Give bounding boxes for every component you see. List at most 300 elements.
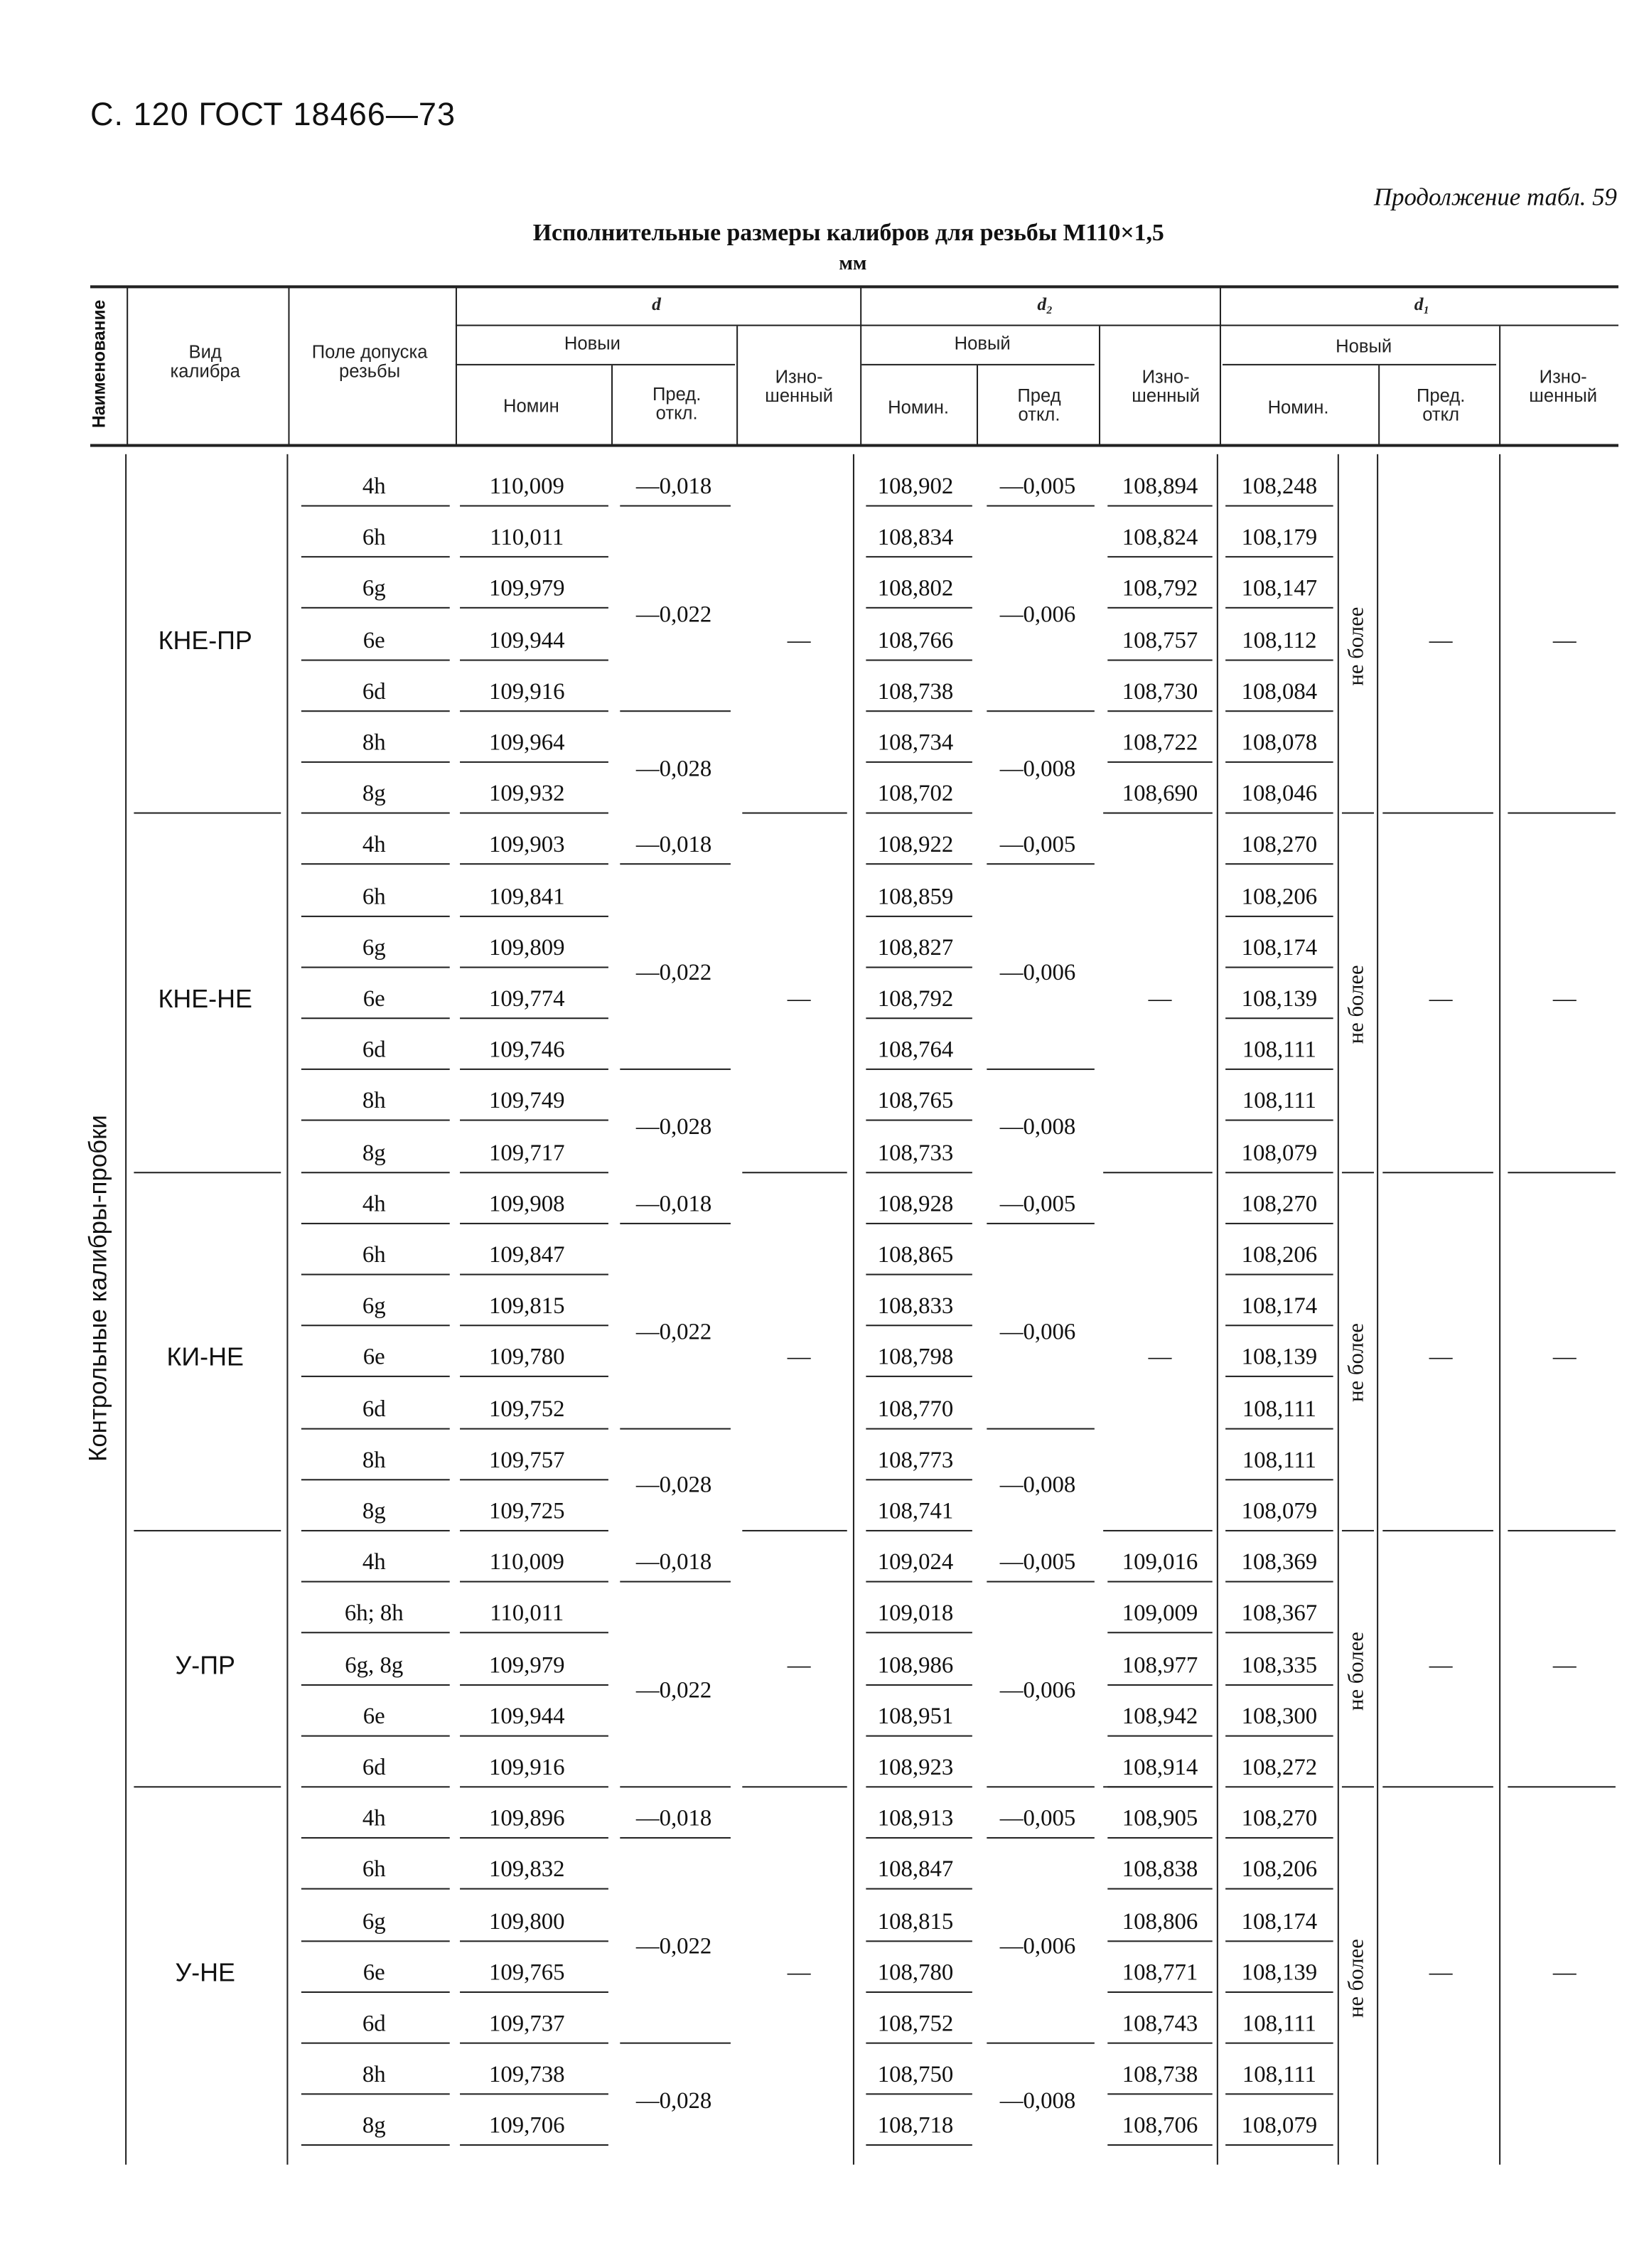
row-rule-field xyxy=(301,1786,450,1787)
row-rule-d1 xyxy=(1225,915,1333,916)
d1-nominal: 108,206 xyxy=(1241,1858,1318,1883)
d2-nominal: 108,764 xyxy=(877,1038,954,1064)
gauge-kind-label: У-НЕ xyxy=(175,1957,235,1987)
deviation-rule-d2 xyxy=(987,1222,1095,1224)
row-rule-d1 xyxy=(1225,2145,1333,2146)
d1-nominal: 108,111 xyxy=(1242,1396,1316,1422)
row-rule-d2w xyxy=(1107,1888,1212,1890)
row-rule-d2 xyxy=(866,864,972,865)
header-new-d: Новыи xyxy=(564,333,621,354)
d2-deviation: —0,008 xyxy=(999,756,1076,781)
d-nominal: 109,738 xyxy=(489,2063,565,2088)
d-worn: — xyxy=(787,628,811,653)
tolerance-field: 8h xyxy=(362,1089,386,1115)
d2-nominal: 108,834 xyxy=(877,525,954,551)
not-more-label: не более xyxy=(1345,1938,1369,2018)
d1-nominal: 108,046 xyxy=(1241,781,1318,807)
row-rule-d1 xyxy=(1225,659,1333,660)
group-rule-d1-worn xyxy=(1508,1172,1616,1173)
row-rule-d1 xyxy=(1225,2094,1333,2095)
header-dev-d2: Пред откл. xyxy=(1017,385,1061,425)
d1-nominal: 108,335 xyxy=(1241,1653,1318,1678)
deviation-rule-d xyxy=(620,1837,731,1839)
d-nominal: 109,752 xyxy=(489,1396,565,1422)
row-rule-d2 xyxy=(866,1632,972,1634)
row-rule-d xyxy=(460,1632,608,1634)
row-rule-field xyxy=(301,1735,450,1736)
d2-nominal: 108,766 xyxy=(877,628,954,653)
deviation-rule-d2 xyxy=(987,710,1095,712)
row-rule-field xyxy=(301,1428,450,1429)
d1-nominal: 108,206 xyxy=(1241,884,1318,909)
group-rule-worn-d xyxy=(742,1172,847,1173)
row-rule-field xyxy=(301,813,450,814)
d2-deviation: —0,006 xyxy=(999,602,1076,628)
row-rule-d2 xyxy=(866,966,972,968)
d2-nominal: 108,765 xyxy=(877,1089,954,1115)
deviation-rule-d2 xyxy=(987,1069,1095,1070)
not-more-label: не более xyxy=(1345,1323,1369,1403)
row-rule-field xyxy=(301,608,450,609)
d-deviation: —0,028 xyxy=(635,1115,712,1140)
d1-nominal: 108,270 xyxy=(1241,1807,1318,1832)
row-rule-d2 xyxy=(866,761,972,763)
d-nominal: 109,908 xyxy=(489,1192,565,1217)
d2-nominal: 108,738 xyxy=(877,679,954,705)
row-rule-d xyxy=(460,1530,608,1531)
row-rule-d2w xyxy=(1107,1837,1212,1839)
d1-nominal: 108,079 xyxy=(1241,2114,1318,2139)
d-nominal: 109,916 xyxy=(489,679,565,705)
row-rule-d1 xyxy=(1225,1222,1333,1224)
row-rule-field xyxy=(301,1581,450,1583)
row-rule-field xyxy=(301,1888,450,1890)
group-rule-kind xyxy=(134,1530,281,1531)
d2-deviation: —0,008 xyxy=(999,1115,1076,1140)
d2-deviation: —0,005 xyxy=(999,1550,1076,1576)
row-rule-d2 xyxy=(866,505,972,506)
row-rule-d xyxy=(460,557,608,558)
d1-nominal: 108,112 xyxy=(1242,628,1317,653)
d-nominal: 109,757 xyxy=(489,1448,565,1473)
deviation-rule-d xyxy=(620,505,731,506)
row-rule-d2 xyxy=(866,1735,972,1736)
group-rule-d1-dev xyxy=(1382,1787,1493,1788)
row-rule-field xyxy=(301,505,450,506)
d1-nominal: 108,079 xyxy=(1241,1499,1318,1524)
row-rule-d2 xyxy=(866,813,972,814)
row-rule-d1 xyxy=(1225,557,1333,558)
d-worn: — xyxy=(787,1653,811,1678)
row-rule-field xyxy=(301,710,450,712)
d-nominal: 109,717 xyxy=(489,1140,565,1166)
row-rule-d2 xyxy=(866,1069,972,1070)
row-rule-d xyxy=(460,1222,608,1224)
row-rule-d2 xyxy=(866,710,972,712)
d1-worn: — xyxy=(1552,1653,1577,1678)
d-nominal: 109,847 xyxy=(489,1243,565,1268)
row-rule-field xyxy=(301,864,450,865)
row-rule-d1 xyxy=(1225,1991,1333,1993)
d1-nominal: 108,300 xyxy=(1241,1704,1318,1730)
row-rule-field xyxy=(301,1017,450,1019)
row-rule-d2 xyxy=(866,1479,972,1480)
d1-nominal: 108,270 xyxy=(1241,1192,1318,1217)
d1-nominal: 108,079 xyxy=(1241,1140,1318,1166)
row-rule-d xyxy=(460,1940,608,1941)
d-worn: — xyxy=(787,1960,811,1986)
d1-deviation: — xyxy=(1429,1345,1453,1371)
page-header: С. 120 ГОСТ 18466—73 xyxy=(90,96,456,133)
d-nominal: 109,749 xyxy=(489,1089,565,1115)
d2-worn: 108,838 xyxy=(1122,1858,1198,1883)
d2-nominal: 108,859 xyxy=(877,884,954,909)
d1-nominal: 108,272 xyxy=(1241,1755,1318,1781)
d-deviation: —0,018 xyxy=(635,474,712,500)
d-nominal: 109,832 xyxy=(489,1858,565,1883)
d1-nominal: 108,174 xyxy=(1241,1909,1318,1935)
d2-deviation: —0,006 xyxy=(999,1679,1076,1703)
d-nominal: 110,011 xyxy=(490,525,564,551)
header-nom-d: Номин xyxy=(503,395,559,417)
d2-nominal: 108,798 xyxy=(877,1345,954,1371)
tolerance-field: 6e xyxy=(362,1704,385,1730)
header-kind: Вид калибра xyxy=(170,342,240,382)
row-rule-field xyxy=(301,659,450,660)
d2-worn: 109,016 xyxy=(1122,1550,1198,1576)
d1-nominal: 108,147 xyxy=(1241,577,1318,602)
row-rule-d2 xyxy=(866,2145,972,2146)
d2-nominal: 108,951 xyxy=(877,1704,954,1730)
side-label: Контрольные калибры-пробки xyxy=(84,1115,112,1462)
d1-nominal: 108,206 xyxy=(1241,1243,1318,1268)
row-rule-d xyxy=(460,1581,608,1583)
row-rule-d2 xyxy=(866,557,972,558)
row-rule-d2 xyxy=(866,1120,972,1121)
d2-deviation: —0,005 xyxy=(999,1192,1076,1217)
row-rule-d1 xyxy=(1225,1530,1333,1531)
d2-worn: — xyxy=(1148,1345,1172,1371)
d-nominal: 109,780 xyxy=(489,1345,565,1371)
table-continuation: Продолжение табл. 59 xyxy=(1373,183,1617,211)
header-d1: d₁ xyxy=(1414,294,1430,315)
tolerance-field: 6d xyxy=(362,2011,386,2037)
d1-worn: — xyxy=(1552,1345,1577,1371)
deviation-rule-d xyxy=(620,1428,731,1429)
d1-deviation: — xyxy=(1429,628,1453,653)
group-rule-d1-note xyxy=(1342,1530,1374,1531)
tolerance-field: 8g xyxy=(362,2114,386,2139)
row-rule-field xyxy=(301,915,450,916)
tolerance-field: 6h xyxy=(362,1243,386,1268)
tolerance-field: 6e xyxy=(362,987,385,1012)
d2-worn: 108,722 xyxy=(1122,730,1198,756)
d2-deviation: —0,006 xyxy=(999,1320,1076,1345)
group-rule-worn-d xyxy=(742,813,847,814)
d-nominal: 109,800 xyxy=(489,1909,565,1935)
group-rule-worn-d xyxy=(742,1787,847,1788)
d1-nominal: 108,139 xyxy=(1241,987,1318,1012)
tolerance-field: 6g xyxy=(362,936,386,961)
header-worn-d1: Изно- шенный xyxy=(1529,366,1598,407)
tolerance-field: 6h xyxy=(362,1858,386,1883)
row-rule-d1 xyxy=(1225,1274,1333,1275)
group-rule-worn-d2 xyxy=(1103,1530,1213,1531)
row-rule-d xyxy=(460,659,608,660)
group-rule-d1-worn xyxy=(1508,1530,1616,1531)
row-rule-d xyxy=(460,505,608,506)
tolerance-field: 6g xyxy=(362,577,386,602)
tolerance-field: 6e xyxy=(362,628,385,653)
deviation-rule-d xyxy=(620,2043,731,2044)
d-deviation: —0,022 xyxy=(635,1679,712,1703)
row-rule-d2w xyxy=(1107,1735,1212,1736)
header-dev-d1: Пред. откл xyxy=(1416,385,1466,425)
d2-nominal: 109,024 xyxy=(877,1550,954,1576)
deviation-rule-d2 xyxy=(987,1837,1095,1839)
row-rule-d xyxy=(460,1786,608,1787)
tolerance-field: 6d xyxy=(362,1396,386,1422)
d-deviation: —0,018 xyxy=(635,1807,712,1832)
row-rule-d xyxy=(460,1735,608,1736)
d2-nominal: 108,922 xyxy=(877,833,954,858)
row-rule-d xyxy=(460,1991,608,1993)
row-rule-d1 xyxy=(1225,1940,1333,1941)
d-nominal: 109,725 xyxy=(489,1499,565,1524)
row-rule-d xyxy=(460,2145,608,2146)
d-nominal: 109,944 xyxy=(489,1704,565,1730)
tolerance-field: 8h xyxy=(362,2063,386,2088)
group-rule-worn-d2 xyxy=(1103,813,1213,814)
d2-deviation: —0,005 xyxy=(999,833,1076,858)
header-d: d xyxy=(652,294,661,315)
d2-nominal: 108,770 xyxy=(877,1396,954,1422)
row-rule-d xyxy=(460,915,608,916)
group-rule-d1-note xyxy=(1342,1787,1374,1788)
tolerance-field: 8h xyxy=(362,730,386,756)
d2-worn: 108,942 xyxy=(1122,1704,1198,1730)
row-rule-d1 xyxy=(1225,1171,1333,1172)
d2-nominal: 108,733 xyxy=(877,1140,954,1166)
tolerance-field: 6h; 8h xyxy=(344,1602,404,1627)
d-nominal: 109,809 xyxy=(489,936,565,961)
d1-deviation: — xyxy=(1429,987,1453,1012)
row-rule-d1 xyxy=(1225,505,1333,506)
d2-worn: 108,905 xyxy=(1122,1807,1198,1832)
d-nominal: 109,815 xyxy=(489,1294,565,1320)
tolerance-field: 8g xyxy=(362,1140,386,1166)
header-d2: d₂ xyxy=(1037,294,1053,315)
row-rule-field xyxy=(301,1991,450,1993)
d1-nominal: 108,367 xyxy=(1241,1602,1318,1627)
group-rule-worn-d2 xyxy=(1103,1787,1213,1788)
row-rule-d xyxy=(460,864,608,865)
deviation-rule-d xyxy=(620,1069,731,1070)
d-nominal: 110,009 xyxy=(489,1550,564,1576)
tolerance-field: 4h xyxy=(362,1807,386,1832)
d2-nominal: 108,773 xyxy=(877,1448,954,1473)
row-rule-d2w xyxy=(1107,1940,1212,1941)
tolerance-field: 6d xyxy=(362,679,386,705)
row-rule-field xyxy=(301,1632,450,1634)
header-dev-d: Пред. откл. xyxy=(652,384,702,424)
tolerance-field: 4h xyxy=(362,474,386,500)
tolerance-field: 6g xyxy=(362,1294,386,1320)
row-rule-d2w xyxy=(1107,2145,1212,2146)
row-rule-d1 xyxy=(1225,1888,1333,1890)
group-rule-kind xyxy=(134,1172,281,1173)
header-name: Наименование xyxy=(88,299,109,429)
row-rule-field xyxy=(301,1940,450,1941)
d1-nominal: 108,111 xyxy=(1242,2011,1316,2037)
d2-nominal: 108,923 xyxy=(877,1755,954,1781)
deviation-rule-d xyxy=(620,1786,731,1787)
d2-worn: 108,743 xyxy=(1122,2011,1198,2037)
row-rule-d2w xyxy=(1107,761,1212,763)
row-rule-field xyxy=(301,1069,450,1070)
group-rule-d1-dev xyxy=(1382,813,1493,814)
d2-worn: 109,009 xyxy=(1122,1602,1198,1627)
d2-worn: 108,914 xyxy=(1122,1755,1198,1781)
tolerance-field: 6d xyxy=(362,1755,386,1781)
d2-deviation: —0,005 xyxy=(999,1807,1076,1832)
row-rule-d1 xyxy=(1225,864,1333,865)
row-rule-d xyxy=(460,1888,608,1890)
d2-worn: 108,690 xyxy=(1122,781,1198,807)
row-rule-d2w xyxy=(1107,1991,1212,1993)
row-rule-d1 xyxy=(1225,1581,1333,1583)
row-rule-d2 xyxy=(866,1017,972,1019)
d1-nominal: 108,179 xyxy=(1241,525,1318,551)
d2-nominal: 108,702 xyxy=(877,781,954,807)
d2-nominal: 108,865 xyxy=(877,1243,954,1268)
row-rule-d xyxy=(460,2094,608,2095)
row-rule-d2 xyxy=(866,608,972,609)
tolerance-field: 8g xyxy=(362,1499,386,1524)
gauge-kind-label: У-ПР xyxy=(175,1650,235,1679)
d1-nominal: 108,369 xyxy=(1241,1550,1318,1576)
row-rule-d2w xyxy=(1107,608,1212,609)
d-nominal: 110,009 xyxy=(489,474,564,500)
row-rule-d1 xyxy=(1225,1325,1333,1327)
d1-worn: — xyxy=(1552,628,1577,653)
d2-nominal: 108,792 xyxy=(877,987,954,1012)
d2-deviation: —0,006 xyxy=(999,961,1076,986)
gauge-kind-label: КНЕ-НЕ xyxy=(158,984,252,1014)
d1-nominal: 108,139 xyxy=(1241,1345,1318,1371)
d2-deviation: —0,008 xyxy=(999,2088,1076,2114)
deviation-rule-d xyxy=(620,1581,731,1583)
row-rule-d xyxy=(460,608,608,609)
d1-deviation: — xyxy=(1429,1960,1453,1986)
d1-nominal: 108,270 xyxy=(1241,833,1318,858)
d2-nominal: 108,750 xyxy=(877,2063,954,2088)
header-worn-d2: Изно- шенный xyxy=(1132,366,1201,407)
d-deviation: —0,018 xyxy=(635,1550,712,1576)
row-rule-d1 xyxy=(1225,1069,1333,1070)
row-rule-field xyxy=(301,1684,450,1685)
row-rule-d2w xyxy=(1107,2094,1212,2095)
row-rule-d2 xyxy=(866,1786,972,1787)
row-rule-d xyxy=(460,2043,608,2044)
row-rule-d xyxy=(460,1274,608,1275)
row-rule-field xyxy=(301,2094,450,2095)
tolerance-field: 6d xyxy=(362,1038,386,1064)
row-rule-d2 xyxy=(866,1428,972,1429)
row-rule-d xyxy=(460,1325,608,1327)
row-rule-d xyxy=(460,1837,608,1839)
row-rule-d2w xyxy=(1107,1581,1212,1583)
d2-worn: 108,757 xyxy=(1122,628,1198,653)
row-rule-d2 xyxy=(866,1581,972,1583)
d2-nominal: 108,913 xyxy=(877,1807,954,1832)
d-nominal: 109,932 xyxy=(489,781,565,807)
row-rule-d1 xyxy=(1225,1017,1333,1019)
d1-nominal: 108,139 xyxy=(1241,1960,1318,1986)
row-rule-d1 xyxy=(1225,1479,1333,1480)
d-deviation: —0,022 xyxy=(635,1935,712,1960)
d2-nominal: 109,018 xyxy=(877,1602,954,1627)
row-rule-field xyxy=(301,2145,450,2146)
d-nominal: 109,841 xyxy=(489,884,565,909)
row-rule-d1 xyxy=(1225,1376,1333,1378)
row-rule-d1 xyxy=(1225,966,1333,968)
row-rule-field xyxy=(301,1222,450,1224)
d2-nominal: 108,847 xyxy=(877,1858,954,1883)
d2-nominal: 108,734 xyxy=(877,730,954,756)
d-nominal: 109,944 xyxy=(489,628,565,653)
tolerance-field: 6h xyxy=(362,525,386,551)
group-rule-d1-note xyxy=(1342,813,1374,814)
group-rule-kind xyxy=(134,813,281,814)
d2-worn: 108,977 xyxy=(1122,1653,1198,1678)
d-deviation: —0,028 xyxy=(635,1473,712,1499)
row-rule-field xyxy=(301,966,450,968)
deviation-rule-d xyxy=(620,710,731,712)
header-worn-d: Изно- шенный xyxy=(765,366,834,407)
group-rule-d1-worn xyxy=(1508,813,1616,814)
tolerance-field: 4h xyxy=(362,1192,386,1217)
deviation-rule-d2 xyxy=(987,1428,1095,1429)
row-rule-d xyxy=(460,813,608,814)
d2-worn: 108,730 xyxy=(1122,679,1198,705)
row-rule-d1 xyxy=(1225,1120,1333,1121)
row-rule-field xyxy=(301,1325,450,1327)
d2-nominal: 108,718 xyxy=(877,2114,954,2139)
d-deviation: —0,018 xyxy=(635,833,712,858)
row-rule-d2w xyxy=(1107,1684,1212,1685)
row-rule-d1 xyxy=(1225,1428,1333,1429)
d2-nominal: 108,986 xyxy=(877,1653,954,1678)
row-rule-d xyxy=(460,1684,608,1685)
row-rule-d xyxy=(460,1479,608,1480)
row-rule-d2 xyxy=(866,1530,972,1531)
d2-worn: 108,706 xyxy=(1122,2114,1198,2139)
d-nominal: 109,896 xyxy=(489,1807,565,1832)
table-units: мм xyxy=(839,253,867,275)
d2-worn: 108,824 xyxy=(1122,525,1198,551)
d-nominal: 109,903 xyxy=(489,833,565,858)
row-rule-d xyxy=(460,1069,608,1070)
row-rule-d xyxy=(460,1120,608,1121)
d2-worn: 108,806 xyxy=(1122,1909,1198,1935)
d-nominal: 109,964 xyxy=(489,730,565,756)
row-rule-d2w xyxy=(1107,1632,1212,1634)
header-nom-d1: Номин. xyxy=(1267,397,1329,418)
d-nominal: 109,979 xyxy=(489,1653,565,1678)
d2-worn: 108,738 xyxy=(1122,2063,1198,2088)
not-more-label: не более xyxy=(1345,1631,1369,1711)
